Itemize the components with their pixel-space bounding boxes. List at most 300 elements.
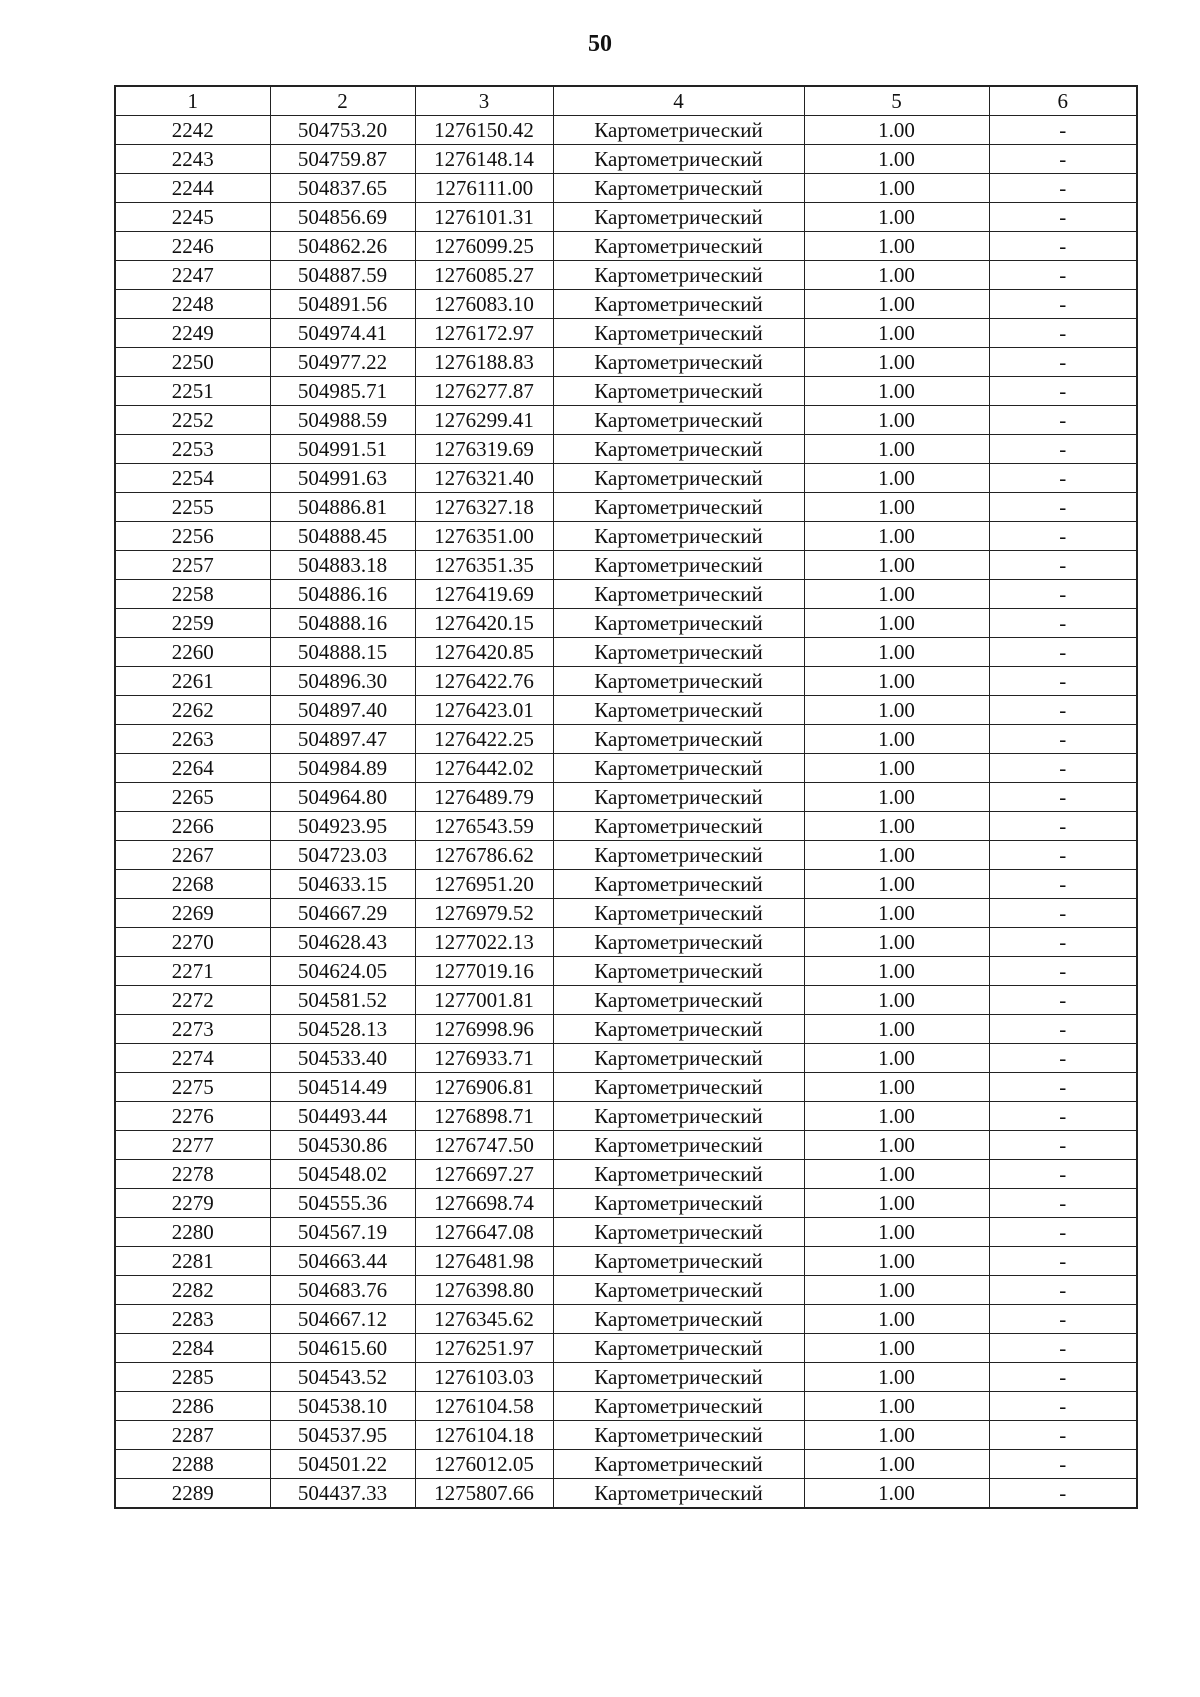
- y-coordinate-cell: 1277019.16: [415, 957, 553, 986]
- method-cell: Картометрический: [553, 464, 804, 493]
- y-coordinate-cell: 1276321.40: [415, 464, 553, 493]
- note-cell: -: [989, 232, 1137, 261]
- point-number-cell: 2284: [115, 1334, 270, 1363]
- accuracy-cell: 1.00: [804, 174, 989, 203]
- table-row: [115, 1102, 1137, 1131]
- y-coordinate-cell: 1276083.10: [415, 290, 553, 319]
- note-cell: -: [989, 435, 1137, 464]
- x-coordinate-cell: 504624.05: [270, 957, 415, 986]
- note-cell: -: [989, 725, 1137, 754]
- x-coordinate-cell: 504667.12: [270, 1305, 415, 1334]
- table-row: [115, 928, 1137, 957]
- y-coordinate-cell: 1276103.03: [415, 1363, 553, 1392]
- x-coordinate-cell: 504977.22: [270, 348, 415, 377]
- table-row: [115, 522, 1137, 551]
- method-cell: Картометрический: [553, 1247, 804, 1276]
- accuracy-cell: 1.00: [804, 435, 989, 464]
- accuracy-cell: 1.00: [804, 1015, 989, 1044]
- table-row: [115, 899, 1137, 928]
- note-cell: -: [989, 522, 1137, 551]
- note-cell: -: [989, 1015, 1137, 1044]
- y-coordinate-cell: 1276351.35: [415, 551, 553, 580]
- method-cell: Картометрический: [553, 580, 804, 609]
- point-number-cell: 2254: [115, 464, 270, 493]
- x-coordinate-cell: 504897.47: [270, 725, 415, 754]
- y-coordinate-cell: 1276101.31: [415, 203, 553, 232]
- point-number-cell: 2286: [115, 1392, 270, 1421]
- point-number-cell: 2285: [115, 1363, 270, 1392]
- table-row: [115, 609, 1137, 638]
- accuracy-cell: 1.00: [804, 145, 989, 174]
- method-cell: Картометрический: [553, 1392, 804, 1421]
- point-number-cell: 2277: [115, 1131, 270, 1160]
- table-row: [115, 783, 1137, 812]
- column-header-4: 4: [553, 86, 804, 116]
- point-number-cell: 2246: [115, 232, 270, 261]
- note-cell: -: [989, 290, 1137, 319]
- table-row: [115, 261, 1137, 290]
- accuracy-cell: 1.00: [804, 986, 989, 1015]
- method-cell: Картометрический: [553, 638, 804, 667]
- accuracy-cell: 1.00: [804, 1189, 989, 1218]
- note-cell: -: [989, 1102, 1137, 1131]
- x-coordinate-cell: 504891.56: [270, 290, 415, 319]
- table-row: [115, 232, 1137, 261]
- y-coordinate-cell: 1276299.41: [415, 406, 553, 435]
- y-coordinate-cell: 1276099.25: [415, 232, 553, 261]
- y-coordinate-cell: 1276422.76: [415, 667, 553, 696]
- table-row: [115, 725, 1137, 754]
- accuracy-cell: 1.00: [804, 870, 989, 899]
- x-coordinate-cell: 504548.02: [270, 1160, 415, 1189]
- point-number-cell: 2245: [115, 203, 270, 232]
- x-coordinate-cell: 504667.29: [270, 899, 415, 928]
- x-coordinate-cell: 504974.41: [270, 319, 415, 348]
- point-number-cell: 2255: [115, 493, 270, 522]
- column-header-5: 5: [804, 86, 989, 116]
- note-cell: -: [989, 1160, 1137, 1189]
- accuracy-cell: 1.00: [804, 319, 989, 348]
- note-cell: -: [989, 696, 1137, 725]
- y-coordinate-cell: 1276747.50: [415, 1131, 553, 1160]
- page-number: 50: [588, 31, 612, 57]
- method-cell: Картометрический: [553, 377, 804, 406]
- point-number-cell: 2279: [115, 1189, 270, 1218]
- y-coordinate-cell: 1276420.15: [415, 609, 553, 638]
- method-cell: Картометрический: [553, 986, 804, 1015]
- accuracy-cell: 1.00: [804, 812, 989, 841]
- point-number-cell: 2287: [115, 1421, 270, 1450]
- y-coordinate-cell: 1276172.97: [415, 319, 553, 348]
- note-cell: -: [989, 638, 1137, 667]
- note-cell: -: [989, 870, 1137, 899]
- note-cell: -: [989, 1131, 1137, 1160]
- x-coordinate-cell: 504988.59: [270, 406, 415, 435]
- accuracy-cell: 1.00: [804, 116, 989, 145]
- accuracy-cell: 1.00: [804, 1073, 989, 1102]
- note-cell: -: [989, 957, 1137, 986]
- accuracy-cell: 1.00: [804, 1305, 989, 1334]
- table-row: [115, 116, 1137, 145]
- accuracy-cell: 1.00: [804, 1334, 989, 1363]
- y-coordinate-cell: 1276104.18: [415, 1421, 553, 1450]
- method-cell: Картометрический: [553, 1102, 804, 1131]
- method-cell: Картометрический: [553, 1015, 804, 1044]
- method-cell: Картометрический: [553, 1421, 804, 1450]
- note-cell: -: [989, 1189, 1137, 1218]
- method-cell: Картометрический: [553, 754, 804, 783]
- note-cell: -: [989, 551, 1137, 580]
- y-coordinate-cell: 1276251.97: [415, 1334, 553, 1363]
- method-cell: Картометрический: [553, 1189, 804, 1218]
- accuracy-cell: 1.00: [804, 1044, 989, 1073]
- method-cell: Картометрический: [553, 319, 804, 348]
- y-coordinate-cell: 1275807.66: [415, 1479, 553, 1509]
- table-body: [115, 116, 1137, 1509]
- y-coordinate-cell: 1276489.79: [415, 783, 553, 812]
- accuracy-cell: 1.00: [804, 261, 989, 290]
- point-number-cell: 2280: [115, 1218, 270, 1247]
- point-number-cell: 2253: [115, 435, 270, 464]
- note-cell: -: [989, 899, 1137, 928]
- table-row: [115, 1276, 1137, 1305]
- accuracy-cell: 1.00: [804, 348, 989, 377]
- x-coordinate-cell: 504628.43: [270, 928, 415, 957]
- note-cell: -: [989, 667, 1137, 696]
- note-cell: -: [989, 145, 1137, 174]
- note-cell: -: [989, 348, 1137, 377]
- method-cell: Картометрический: [553, 667, 804, 696]
- method-cell: Картометрический: [553, 870, 804, 899]
- table-row: [115, 870, 1137, 899]
- x-coordinate-cell: 504501.22: [270, 1450, 415, 1479]
- note-cell: -: [989, 1218, 1137, 1247]
- method-cell: Картометрический: [553, 957, 804, 986]
- point-number-cell: 2243: [115, 145, 270, 174]
- accuracy-cell: 1.00: [804, 1450, 989, 1479]
- table-row: [115, 174, 1137, 203]
- note-cell: -: [989, 493, 1137, 522]
- x-coordinate-cell: 504543.52: [270, 1363, 415, 1392]
- x-coordinate-cell: 504837.65: [270, 174, 415, 203]
- method-cell: Картометрический: [553, 1334, 804, 1363]
- table-row: [115, 696, 1137, 725]
- x-coordinate-cell: 504581.52: [270, 986, 415, 1015]
- method-cell: Картометрический: [553, 203, 804, 232]
- note-cell: -: [989, 609, 1137, 638]
- y-coordinate-cell: 1276111.00: [415, 174, 553, 203]
- point-number-cell: 2264: [115, 754, 270, 783]
- table-row: [115, 841, 1137, 870]
- y-coordinate-cell: 1277001.81: [415, 986, 553, 1015]
- point-number-cell: 2248: [115, 290, 270, 319]
- point-number-cell: 2281: [115, 1247, 270, 1276]
- x-coordinate-cell: 504883.18: [270, 551, 415, 580]
- table-row: [115, 667, 1137, 696]
- note-cell: -: [989, 754, 1137, 783]
- method-cell: Картометрический: [553, 493, 804, 522]
- note-cell: -: [989, 1450, 1137, 1479]
- accuracy-cell: 1.00: [804, 609, 989, 638]
- method-cell: Картометрический: [553, 1450, 804, 1479]
- table-row: [115, 1305, 1137, 1334]
- point-number-cell: 2249: [115, 319, 270, 348]
- accuracy-cell: 1.00: [804, 493, 989, 522]
- x-coordinate-cell: 504538.10: [270, 1392, 415, 1421]
- table-row: [115, 319, 1137, 348]
- point-number-cell: 2289: [115, 1479, 270, 1509]
- accuracy-cell: 1.00: [804, 1102, 989, 1131]
- point-number-cell: 2271: [115, 957, 270, 986]
- point-number-cell: 2258: [115, 580, 270, 609]
- point-number-cell: 2274: [115, 1044, 270, 1073]
- accuracy-cell: 1.00: [804, 377, 989, 406]
- x-coordinate-cell: 504528.13: [270, 1015, 415, 1044]
- table-row: [115, 1247, 1137, 1276]
- note-cell: -: [989, 116, 1137, 145]
- x-coordinate-cell: 504537.95: [270, 1421, 415, 1450]
- accuracy-cell: 1.00: [804, 957, 989, 986]
- point-number-cell: 2269: [115, 899, 270, 928]
- note-cell: -: [989, 203, 1137, 232]
- method-cell: Картометрический: [553, 1044, 804, 1073]
- y-coordinate-cell: 1276697.27: [415, 1160, 553, 1189]
- x-coordinate-cell: 504856.69: [270, 203, 415, 232]
- method-cell: Картометрический: [553, 551, 804, 580]
- accuracy-cell: 1.00: [804, 1218, 989, 1247]
- y-coordinate-cell: 1276979.52: [415, 899, 553, 928]
- x-coordinate-cell: 504493.44: [270, 1102, 415, 1131]
- y-coordinate-cell: 1276148.14: [415, 145, 553, 174]
- table-row: [115, 1363, 1137, 1392]
- table-row: [115, 377, 1137, 406]
- accuracy-cell: 1.00: [804, 464, 989, 493]
- table-row: [115, 1044, 1137, 1073]
- method-cell: Картометрический: [553, 1160, 804, 1189]
- accuracy-cell: 1.00: [804, 580, 989, 609]
- y-coordinate-cell: 1276998.96: [415, 1015, 553, 1044]
- accuracy-cell: 1.00: [804, 667, 989, 696]
- x-coordinate-cell: 504723.03: [270, 841, 415, 870]
- note-cell: -: [989, 841, 1137, 870]
- note-cell: -: [989, 464, 1137, 493]
- y-coordinate-cell: 1276327.18: [415, 493, 553, 522]
- method-cell: Картометрический: [553, 783, 804, 812]
- method-cell: Картометрический: [553, 174, 804, 203]
- column-header-1: 1: [115, 86, 270, 116]
- note-cell: -: [989, 377, 1137, 406]
- x-coordinate-cell: 504985.71: [270, 377, 415, 406]
- point-number-cell: 2266: [115, 812, 270, 841]
- x-coordinate-cell: 504633.15: [270, 870, 415, 899]
- y-coordinate-cell: 1276698.74: [415, 1189, 553, 1218]
- x-coordinate-cell: 504759.87: [270, 145, 415, 174]
- note-cell: -: [989, 1392, 1137, 1421]
- x-coordinate-cell: 504984.89: [270, 754, 415, 783]
- accuracy-cell: 1.00: [804, 725, 989, 754]
- method-cell: Картометрический: [553, 609, 804, 638]
- y-coordinate-cell: 1276085.27: [415, 261, 553, 290]
- table-row: [115, 580, 1137, 609]
- accuracy-cell: 1.00: [804, 232, 989, 261]
- y-coordinate-cell: 1276423.01: [415, 696, 553, 725]
- table-row: [115, 1160, 1137, 1189]
- table-row: [115, 812, 1137, 841]
- point-number-cell: 2242: [115, 116, 270, 145]
- method-cell: Картометрический: [553, 1218, 804, 1247]
- table-row: [115, 986, 1137, 1015]
- method-cell: Картометрический: [553, 812, 804, 841]
- y-coordinate-cell: 1276419.69: [415, 580, 553, 609]
- x-coordinate-cell: 504991.63: [270, 464, 415, 493]
- y-coordinate-cell: 1276442.02: [415, 754, 553, 783]
- y-coordinate-cell: 1277022.13: [415, 928, 553, 957]
- y-coordinate-cell: 1276351.00: [415, 522, 553, 551]
- note-cell: -: [989, 1305, 1137, 1334]
- accuracy-cell: 1.00: [804, 1131, 989, 1160]
- table-row: [115, 290, 1137, 319]
- note-cell: -: [989, 1363, 1137, 1392]
- point-number-cell: 2270: [115, 928, 270, 957]
- note-cell: -: [989, 580, 1137, 609]
- x-coordinate-cell: 504437.33: [270, 1479, 415, 1509]
- y-coordinate-cell: 1276150.42: [415, 116, 553, 145]
- y-coordinate-cell: 1276420.85: [415, 638, 553, 667]
- coordinates-table: [114, 85, 1138, 1509]
- y-coordinate-cell: 1276786.62: [415, 841, 553, 870]
- accuracy-cell: 1.00: [804, 696, 989, 725]
- y-coordinate-cell: 1276398.80: [415, 1276, 553, 1305]
- y-coordinate-cell: 1276277.87: [415, 377, 553, 406]
- note-cell: -: [989, 1334, 1137, 1363]
- table-row: [115, 1479, 1137, 1509]
- point-number-cell: 2288: [115, 1450, 270, 1479]
- method-cell: Картометрический: [553, 1131, 804, 1160]
- note-cell: -: [989, 783, 1137, 812]
- point-number-cell: 2283: [115, 1305, 270, 1334]
- point-number-cell: 2265: [115, 783, 270, 812]
- accuracy-cell: 1.00: [804, 638, 989, 667]
- y-coordinate-cell: 1276319.69: [415, 435, 553, 464]
- y-coordinate-cell: 1276906.81: [415, 1073, 553, 1102]
- table-row: [115, 145, 1137, 174]
- table-row: [115, 1189, 1137, 1218]
- x-coordinate-cell: 504886.81: [270, 493, 415, 522]
- point-number-cell: 2251: [115, 377, 270, 406]
- x-coordinate-cell: 504897.40: [270, 696, 415, 725]
- method-cell: Картометрический: [553, 725, 804, 754]
- y-coordinate-cell: 1276104.58: [415, 1392, 553, 1421]
- note-cell: -: [989, 1247, 1137, 1276]
- point-number-cell: 2276: [115, 1102, 270, 1131]
- method-cell: Картометрический: [553, 1305, 804, 1334]
- x-coordinate-cell: 504663.44: [270, 1247, 415, 1276]
- x-coordinate-cell: 504753.20: [270, 116, 415, 145]
- table-row: [115, 464, 1137, 493]
- note-cell: -: [989, 812, 1137, 841]
- column-header-3: 3: [415, 86, 553, 116]
- note-cell: -: [989, 1276, 1137, 1305]
- table-row: [115, 551, 1137, 580]
- x-coordinate-cell: 504886.16: [270, 580, 415, 609]
- y-coordinate-cell: 1276422.25: [415, 725, 553, 754]
- table-row: [115, 1131, 1137, 1160]
- method-cell: Картометрический: [553, 145, 804, 174]
- table-row: [115, 348, 1137, 377]
- y-coordinate-cell: 1276647.08: [415, 1218, 553, 1247]
- table-row: [115, 1421, 1137, 1450]
- table-row: [115, 754, 1137, 783]
- note-cell: -: [989, 1421, 1137, 1450]
- y-coordinate-cell: 1276188.83: [415, 348, 553, 377]
- method-cell: Картометрический: [553, 435, 804, 464]
- x-coordinate-cell: 504555.36: [270, 1189, 415, 1218]
- table-row: [115, 1073, 1137, 1102]
- x-coordinate-cell: 504888.15: [270, 638, 415, 667]
- note-cell: -: [989, 406, 1137, 435]
- point-number-cell: 2257: [115, 551, 270, 580]
- x-coordinate-cell: 504683.76: [270, 1276, 415, 1305]
- table-row: [115, 435, 1137, 464]
- point-number-cell: 2252: [115, 406, 270, 435]
- table-row: [115, 1015, 1137, 1044]
- x-coordinate-cell: 504964.80: [270, 783, 415, 812]
- x-coordinate-cell: 504923.95: [270, 812, 415, 841]
- accuracy-cell: 1.00: [804, 928, 989, 957]
- y-coordinate-cell: 1276898.71: [415, 1102, 553, 1131]
- method-cell: Картометрический: [553, 696, 804, 725]
- table-row: [115, 203, 1137, 232]
- accuracy-cell: 1.00: [804, 1363, 989, 1392]
- accuracy-cell: 1.00: [804, 406, 989, 435]
- accuracy-cell: 1.00: [804, 1247, 989, 1276]
- x-coordinate-cell: 504514.49: [270, 1073, 415, 1102]
- accuracy-cell: 1.00: [804, 783, 989, 812]
- table-row: [115, 1450, 1137, 1479]
- table-row: [115, 1334, 1137, 1363]
- table-row: [115, 1218, 1137, 1247]
- table-row: [115, 1392, 1137, 1421]
- method-cell: Картометрический: [553, 928, 804, 957]
- method-cell: Картометрический: [553, 841, 804, 870]
- note-cell: -: [989, 1044, 1137, 1073]
- method-cell: Картометрический: [553, 1073, 804, 1102]
- x-coordinate-cell: 504533.40: [270, 1044, 415, 1073]
- note-cell: -: [989, 986, 1137, 1015]
- x-coordinate-cell: 504862.26: [270, 232, 415, 261]
- accuracy-cell: 1.00: [804, 841, 989, 870]
- point-number-cell: 2250: [115, 348, 270, 377]
- x-coordinate-cell: 504887.59: [270, 261, 415, 290]
- accuracy-cell: 1.00: [804, 1160, 989, 1189]
- point-number-cell: 2272: [115, 986, 270, 1015]
- accuracy-cell: 1.00: [804, 1479, 989, 1509]
- x-coordinate-cell: 504530.86: [270, 1131, 415, 1160]
- table-row: [115, 406, 1137, 435]
- point-number-cell: 2282: [115, 1276, 270, 1305]
- point-number-cell: 2247: [115, 261, 270, 290]
- note-cell: -: [989, 261, 1137, 290]
- point-number-cell: 2263: [115, 725, 270, 754]
- accuracy-cell: 1.00: [804, 1392, 989, 1421]
- accuracy-cell: 1.00: [804, 551, 989, 580]
- column-header-6: 6: [989, 86, 1137, 116]
- y-coordinate-cell: 1276951.20: [415, 870, 553, 899]
- accuracy-cell: 1.00: [804, 1421, 989, 1450]
- method-cell: Картометрический: [553, 1479, 804, 1509]
- y-coordinate-cell: 1276543.59: [415, 812, 553, 841]
- note-cell: -: [989, 174, 1137, 203]
